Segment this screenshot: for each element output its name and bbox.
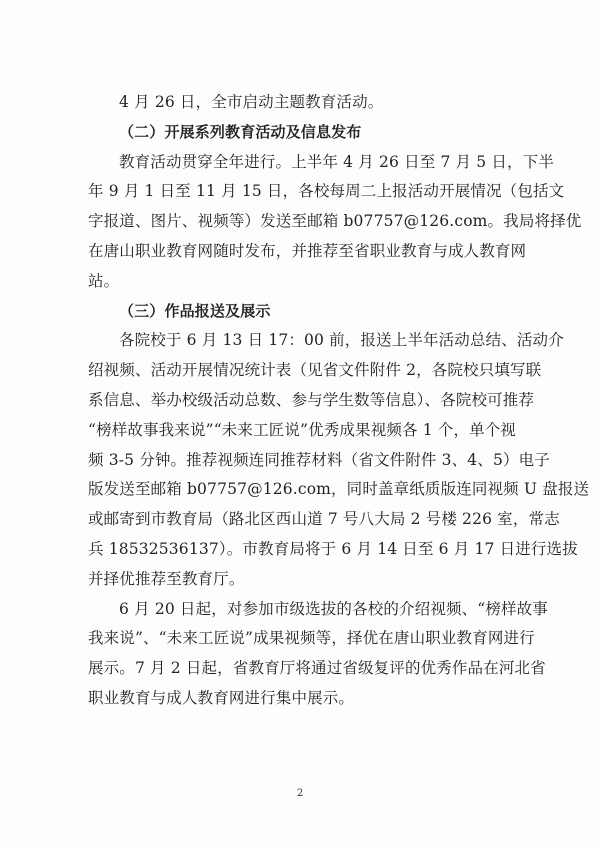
paragraph-line: 4 月 26 日，全市启动主题教育活动。 [119, 93, 384, 111]
paragraph-line: 在唐山职业教育网随时发布，并推荐至省职业教育与成人教育网 [88, 241, 527, 260]
paragraph-line: 展示。7 月 2 日起，省教育厅将通过省级复评的优秀作品在河北省 [88, 659, 546, 678]
paragraph-line: 6 月 20 日起，对参加市级选拔的各校的介绍视频、“榜样故事 [119, 599, 548, 618]
paragraph-line: 兵 18532536137）。市教育局将于 6 月 14 日至 6 月 17 日进行选拔 [88, 539, 578, 558]
paragraph-line: 并择优推荐至教育厅。 [88, 569, 245, 588]
paragraph-line: 或邮寄到市教育局（路北区西山道 7 号八大局 2 号楼 226 室，常志 [88, 510, 560, 529]
section-heading-3: （三）作品报送及展示 [119, 301, 271, 320]
paragraph-line: 系信息、举办校级活动总数、参与学生数等信息）、各院校可推荐 [88, 390, 535, 409]
paragraph-line: 字报道、图片、视频等）发送至邮箱 b07757@126.com。我局将择优 [88, 212, 582, 231]
paragraph-line: 教育活动贯穿全年进行。上半年 4 月 26 日至 7 月 5 日，下半 [119, 152, 554, 171]
paragraph-line: 各院校于 6 月 13 日 17：00 前，报送上半年活动总结、活动介 [119, 331, 564, 350]
paragraph-line: 年 9 月 1 日至 11 月 15 日，各校每周二上报活动开展情况（包括文 [88, 182, 565, 201]
paragraph-line: “榜样故事我来说”“未来工匠说”优秀成果视频各 1 个，单个视 [88, 420, 517, 439]
section-heading-2: （二）开展系列教育活动及信息发布 [119, 122, 362, 141]
paragraph-line: 绍视频、活动开展情况统计表（见省文件附件 2，各院校只填写联 [88, 361, 542, 380]
paragraph-line: 站。 [88, 271, 120, 290]
paragraph-line: 频 3-5 分钟。推荐视频连同推荐材料（省文件附件 3、4、5）电子 [88, 450, 550, 469]
page-number: 2 [296, 788, 304, 799]
paragraph-line: 版发送至邮箱 b07757@126.com，同时盖章纸质版连同视频 U 盘报送 [88, 480, 590, 499]
document-body [88, 88, 590, 714]
paragraph-line: 我来说”、“未来工匠说”成果视频等，择优在唐山职业教育网进行 [88, 629, 535, 648]
paragraph-line: 职业教育与成人教育网进行集中展示。 [88, 688, 355, 707]
